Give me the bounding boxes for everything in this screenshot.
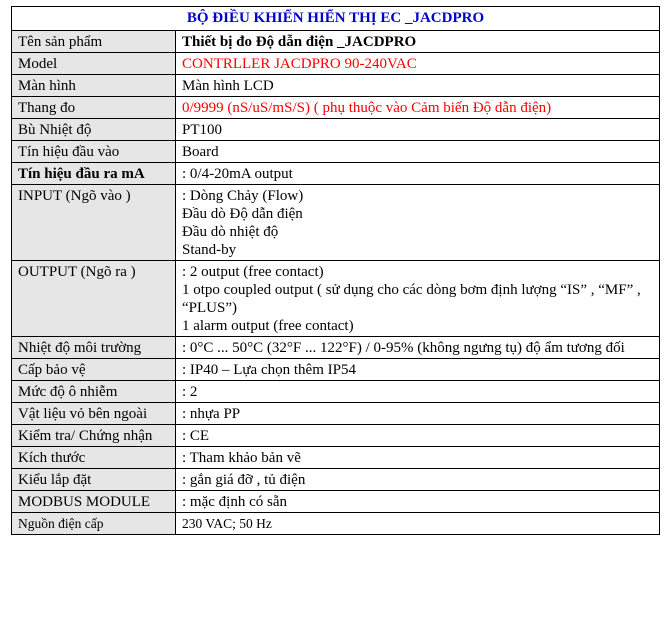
- row-label: Tên sản phẩm: [12, 31, 176, 53]
- row-value: Board: [176, 141, 660, 163]
- spec-table: [11, 6, 660, 535]
- row-value: Màn hình LCD: [176, 75, 660, 97]
- row-value: : Tham khảo bản vẽ: [176, 447, 660, 469]
- row-value: : CE: [176, 425, 660, 447]
- table-row: [12, 447, 660, 469]
- row-value: 0/9999 (nS/uS/mS/S) ( phụ thuộc vào Cảm biến Độ dẫn điện): [176, 97, 660, 119]
- value-line: : 2 output (free contact): [182, 264, 324, 280]
- table-row: [12, 53, 660, 75]
- row-label: MODBUS MODULE: [12, 491, 176, 513]
- row-label: Nhiệt độ môi trường: [12, 337, 176, 359]
- table-title: BỘ ĐIỀU KHIỂN HIỂN THỊ EC _JACDPRO: [12, 7, 660, 31]
- row-label: Model: [12, 53, 176, 75]
- row-label: Thang đo: [12, 97, 176, 119]
- table-row: [12, 425, 660, 447]
- row-label: Tín hiệu đầu vào: [12, 141, 176, 163]
- row-value: [176, 185, 660, 261]
- row-value: : 0°C ... 50°C (32°F ... 122°F) / 0-95% (không ngưng tụ) độ ẩm tương đối: [176, 337, 660, 359]
- table-row: [12, 337, 660, 359]
- row-label: Cấp bảo vệ: [12, 359, 176, 381]
- row-value: 230 VAC; 50 Hz: [176, 513, 660, 535]
- table-row: [12, 75, 660, 97]
- row-label: Kiểu lắp đặt: [12, 469, 176, 491]
- row-label: INPUT (Ngõ vào ): [12, 185, 176, 261]
- row-label: Tín hiệu đầu ra mA: [12, 163, 176, 185]
- table-row: [12, 31, 660, 53]
- table-row: [12, 381, 660, 403]
- table-row: [12, 261, 660, 337]
- value-line: 1 alarm output (free contact): [182, 318, 354, 334]
- value-line: Đầu dò nhiệt độ: [182, 224, 279, 240]
- row-label: Bù Nhiệt độ: [12, 119, 176, 141]
- row-value: : gắn giá đỡ , tủ điện: [176, 469, 660, 491]
- row-label: Nguồn điện cấp: [12, 513, 176, 535]
- row-value: [176, 261, 660, 337]
- row-value: : mặc định có sẵn: [176, 491, 660, 513]
- row-value: : 0/4-20mA output: [176, 163, 660, 185]
- row-label: OUTPUT (Ngõ ra ): [12, 261, 176, 337]
- table-row: [12, 119, 660, 141]
- table-row: [12, 185, 660, 261]
- table-row: [12, 469, 660, 491]
- table-row: [12, 163, 660, 185]
- table-row: [12, 513, 660, 535]
- value-line: Đầu dò Độ dẫn điện: [182, 206, 303, 222]
- row-label: Màn hình: [12, 75, 176, 97]
- row-label: Vật liệu vỏ bên ngoài: [12, 403, 176, 425]
- row-value: : IP40 – Lựa chọn thêm IP54: [176, 359, 660, 381]
- row-value: CONTRLLER JACDPRO 90-240VAC: [176, 53, 660, 75]
- row-label: Mức độ ô nhiễm: [12, 381, 176, 403]
- row-value: : nhựa PP: [176, 403, 660, 425]
- table-row: [12, 491, 660, 513]
- row-value: PT100: [176, 119, 660, 141]
- row-value: : 2: [176, 381, 660, 403]
- value-line: 1 otpo coupled output ( sử dụng cho các dòng bơm định lượng “IS” , “MF” , “PLUS”): [182, 282, 641, 316]
- row-label: Kích thước: [12, 447, 176, 469]
- table-row: [12, 97, 660, 119]
- table-row: [12, 403, 660, 425]
- table-row: [12, 141, 660, 163]
- value-line: : Dòng Chảy (Flow): [182, 188, 304, 204]
- value-line: Stand-by: [182, 242, 237, 258]
- row-value: Thiết bị đo Độ dẫn điện _JACDPRO: [176, 31, 660, 53]
- row-label: Kiểm tra/ Chứng nhận: [12, 425, 176, 447]
- table-row: [12, 359, 660, 381]
- title-row: [12, 7, 660, 31]
